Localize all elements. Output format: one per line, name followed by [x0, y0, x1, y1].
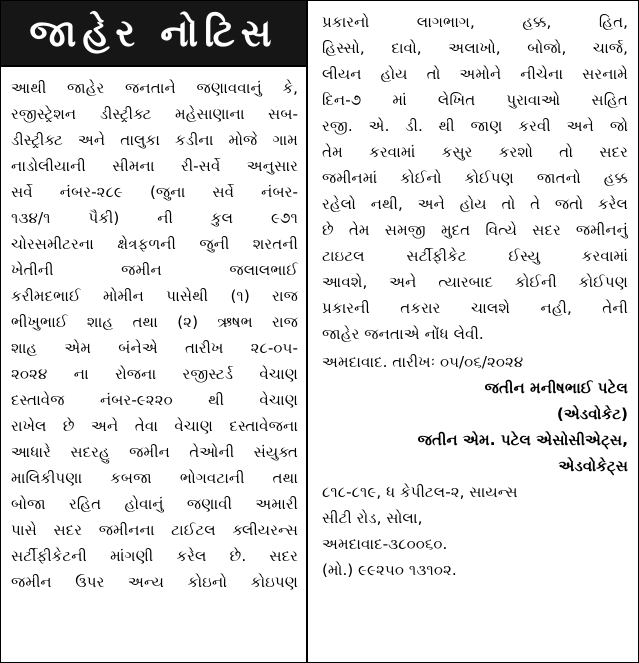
- text-line: પાસે સદર જમીનના ટાઈટલ ક્લીયરન્સ: [11, 521, 298, 539]
- text-line: નાડોલીયાની સીમના રી-સર્વે અનુસાર: [11, 157, 298, 175]
- text-line: તેમ કરવામાં કસુર કરશો તો સદર: [322, 143, 628, 161]
- text-line: બોજા રહિત હોવાનું જણાવી અમારી: [11, 495, 298, 513]
- text-line: રજીસ્ટ્રેશન ડીસ્ટ્રીક્ટ મહેસાણાના સબ-: [11, 105, 298, 123]
- phone-number: (મો.) ૯૯૨૫૦ ૧૩૧૦૨.: [322, 561, 457, 579]
- notice-title: જાહેર નોટિસ: [1, 1, 306, 67]
- text-line: પ્રકારની તકરાર ચાલશે નહી, તેની: [322, 299, 628, 317]
- firm-role: એડવોકેટ્સ: [558, 457, 628, 475]
- text-line: શાહ એમ બંનેએ તારીખ ૨૮-૦૫-: [11, 339, 298, 357]
- text-line: ખેતીની જમીન જલાલભાઈ: [11, 261, 298, 279]
- address-line: અમદાવાદ-૩૮૦૦૬૦.: [322, 535, 448, 553]
- text-line: ભીખુભાઈ શાહ તથા (૨) ઋષભ રાજ: [11, 313, 298, 331]
- address-line: ૮૧૮-૮૧૯, ધ કેપીટલ-૨, સાયન્સ: [322, 483, 518, 501]
- text-line: રજી. એ. ડી. થી જાણ કરવી અને જો: [322, 117, 628, 135]
- text-line: આધારે સદરહુ જમીન તેઓની સંયુક્ત: [11, 443, 298, 461]
- text-line: છે તેમ સમજી મુદત વિત્યે સદર જમીનનું: [322, 221, 628, 239]
- text-line: આથી જાહેર જનતાને જણાવવાનું કે,: [11, 79, 298, 97]
- signatory-role: (એડવોકેટ): [556, 405, 628, 423]
- text-line: ચોરસમીટરના ક્ષેત્રફળની જુની શરતની: [11, 235, 298, 253]
- text-line: રહેલો નથી, અને હોય તો તે જતો કરેલ: [322, 195, 628, 213]
- notice-left-column: [1, 1, 308, 662]
- text-line: ટાઇટલ સર્ટીફીકેટ ઈસ્યુ કરવામાં: [322, 247, 628, 265]
- notice-right-column: [310, 1, 638, 662]
- text-line: માલિકીપણા કબજા ભોગવટાની તથા: [11, 469, 298, 487]
- place-date: અમદાવાદ. તારીખઃ ૦૫/૦૬/૨૦૨૪: [322, 353, 524, 371]
- signatory-name: જતીન મનીષભાઈ પટેલ: [484, 379, 628, 397]
- text-line: ૧૩૪/૧ પૈકી) ની કુલ ૯૭૧: [11, 209, 298, 227]
- text-line: ડીસ્ટ્રીક્ટ અને તાલુકા કડીના મોજે ગામ: [11, 131, 298, 149]
- text-line: દસ્તાવેજ નંબર-૯૨૨૦ થી વેચાણ: [11, 391, 298, 409]
- text-line: રાખેલ છે અને તેવા વેચાણ દસ્તાવેજના: [11, 417, 298, 435]
- address-line: સીટી રોડ, સોલા,: [322, 509, 423, 527]
- text-line: કરીમદભાઈ મોમીન પાસેથી (૧) રાજ: [11, 287, 298, 305]
- text-line: ૨૦૨૪ ના રોજના રજીસ્ટર્ડ વેચાણ: [11, 365, 298, 383]
- text-line: આવશે, અને ત્યારબાદ કોઈની કોઈપણ: [322, 273, 628, 291]
- text-line: સર્વે નંબર-૨૮૯ (જુના સર્વે નંબર-: [11, 183, 298, 201]
- text-line: સર્ટીફીકેટની માંગણી કરેલ છે. સદર: [11, 547, 298, 565]
- text-line: દિન-૭ માં લેખિત પુરાવાઓ સહિત: [322, 91, 628, 109]
- text-line: હિસ્સો, દાવો, અલાખો, બોજો, ચાર્જ,: [322, 39, 628, 57]
- text-line: લીયન હોય તો અમોને નીચેના સરનામે: [322, 65, 628, 83]
- notice-body-left: [1, 67, 306, 595]
- text-line: જમીનમાં કોઈનો કોઈપણ જાતનો હક્ક: [322, 169, 628, 187]
- notice-body-right: [310, 1, 638, 583]
- firm-name: જતીન એમ. પટેલ એસોસીએટ્સ,: [417, 431, 628, 449]
- text-line: પ્રકારનો લાગભાગ, હક્ક, હિત,: [322, 13, 628, 31]
- text-line: જમીન ઉપર અન્ય કોઇનો કોઇપણ: [11, 573, 298, 591]
- text-line: જાહેર જનતાએ નોંધ લેવી.: [322, 325, 484, 343]
